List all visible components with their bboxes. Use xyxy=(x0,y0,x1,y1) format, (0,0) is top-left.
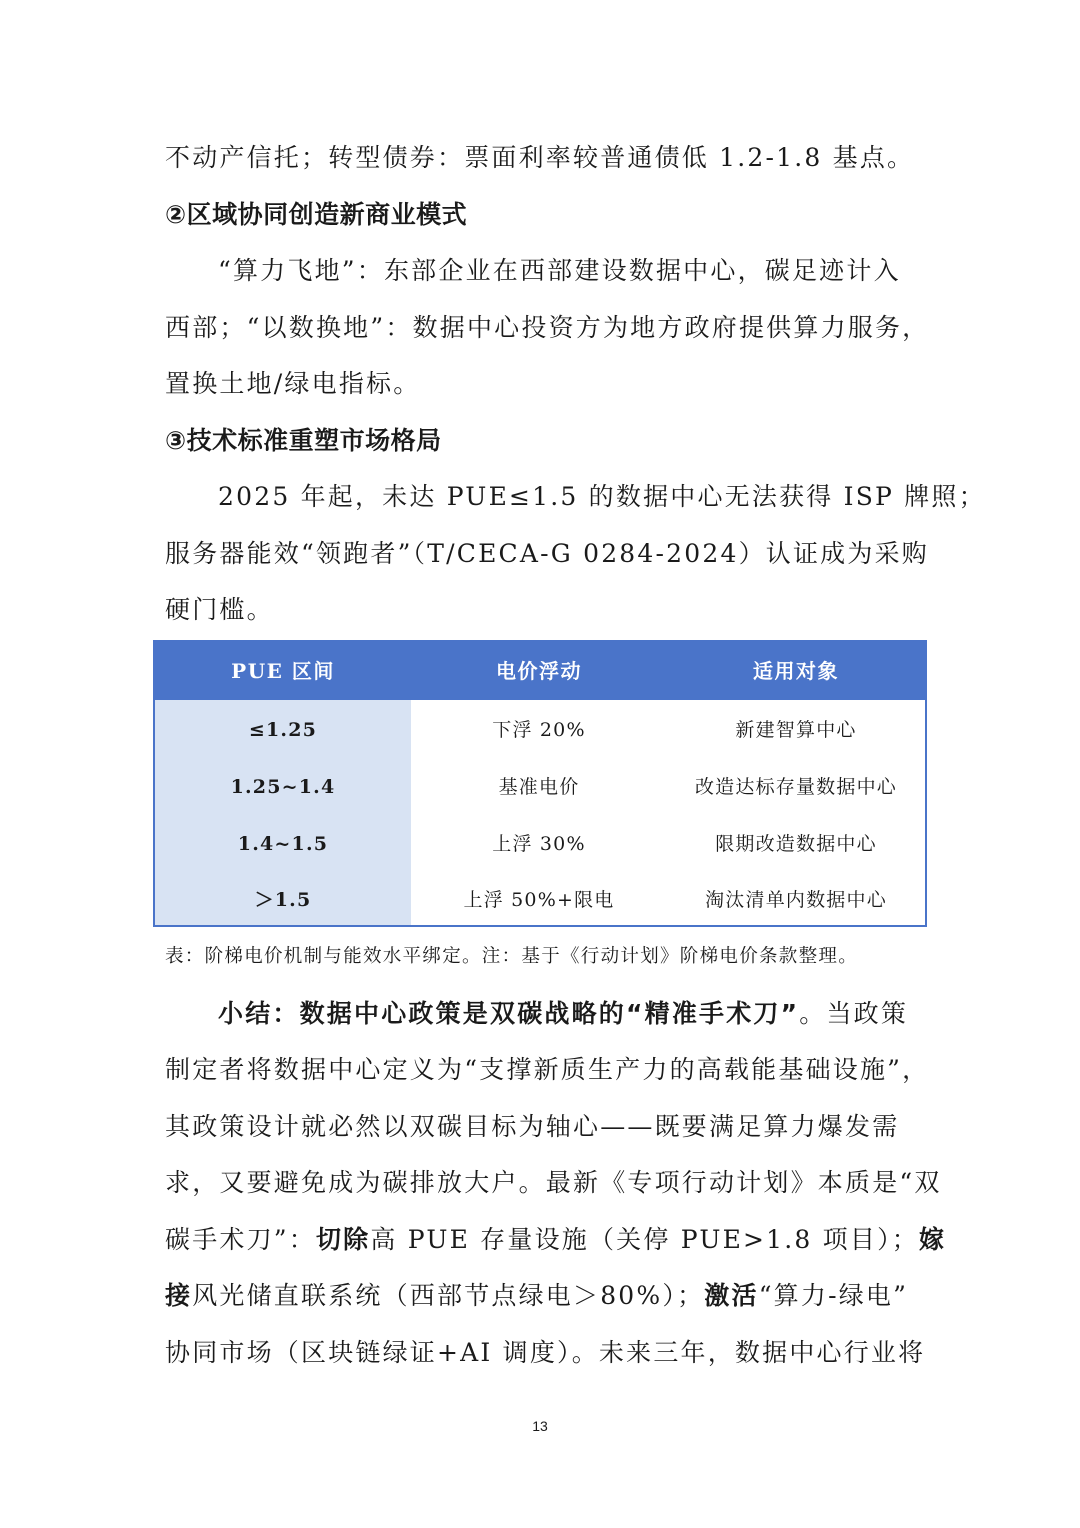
table-header-price-float: 电价浮动 xyxy=(496,659,582,683)
paragraph-line: 服务器能效“领跑者”（T/CECA-G 0284-2024）认证成为采购 xyxy=(165,539,929,568)
table-cell-price: 上浮 30% xyxy=(492,833,586,855)
keyword-activate: 激活 xyxy=(704,1281,759,1310)
table-cell-target: 改造达标存量数据中心 xyxy=(694,776,897,798)
page-number: 13 xyxy=(532,1418,548,1434)
keyword-graft-end: 接 xyxy=(165,1281,193,1310)
keyword-graft: 嫁 xyxy=(919,1225,947,1254)
keyword-cut: 切除 xyxy=(315,1225,371,1254)
table-cell-price: 上浮 50%+限电 xyxy=(463,889,615,911)
summary-line xyxy=(165,1223,946,1257)
table-cell-target: 淘汰清单内数据中心 xyxy=(705,889,887,911)
table-cell-target: 新建智算中心 xyxy=(735,719,857,741)
table-cell-pue: ＞1.5 xyxy=(254,889,312,911)
summary-lead-bold: 小结：数据中心政策是双碳战略的“精准手术刀” xyxy=(218,999,800,1028)
summary-text: 碳手术刀”： xyxy=(165,1225,316,1254)
summary-line xyxy=(218,997,908,1031)
table-cell-target: 限期改造数据中心 xyxy=(715,833,877,855)
table-caption: 表：阶梯电价机制与能效水平绑定。注：基于《行动计划》阶梯电价条款整理。 xyxy=(165,946,859,967)
summary-lead-rest: 。当政策 xyxy=(799,999,909,1028)
table-cell-pue: 1.4~1.5 xyxy=(237,833,329,855)
paragraph-line: 硬门槛。 xyxy=(165,595,274,624)
summary-text: “算力-绿电” xyxy=(758,1281,909,1310)
paragraph-line: 2025 年起，未达 PUE≤1.5 的数据中心无法获得 ISP 牌照； xyxy=(218,482,986,511)
paragraph-line: 西部；“以数换地”：数据中心投资方为地方政府提供算力服务， xyxy=(165,313,930,342)
table-header-pue-range: PUE 区间 xyxy=(231,659,335,683)
table-header-row xyxy=(155,642,925,700)
summary-line: 制定者将数据中心定义为“支撑新质生产力的高载能基础设施”， xyxy=(165,1055,930,1084)
paragraph-line: 置换土地/绿电指标。 xyxy=(165,369,421,398)
paragraph-line: “算力飞地”：东部企业在西部建设数据中心，碳足迹计入 xyxy=(218,256,901,285)
pue-pricing-table xyxy=(153,640,927,927)
paragraph-line: 不动产信托；转型债券：票面利率较普通债低 1.2-1.8 基点。 xyxy=(165,143,915,172)
summary-line: 协同市场（区块链绿证+AI 调度）。未来三年，数据中心行业将 xyxy=(165,1338,926,1367)
summary-text: 风光储直联系统（西部节点绿电＞80%）； xyxy=(192,1281,705,1310)
summary-line: 求，又要避免成为碳排放大户。最新《专项行动计划》本质是“双 xyxy=(165,1168,942,1197)
summary-line xyxy=(165,1279,908,1313)
summary-text: 高 PUE 存量设施（关停 PUE>1.8 项目）； xyxy=(370,1225,919,1254)
table-cell-price: 基准电价 xyxy=(498,776,580,798)
section-heading-tech-standards: ③技术标准重塑市场格局 xyxy=(165,426,442,455)
table-cell-pue: 1.25~1.4 xyxy=(230,776,336,798)
summary-line: 其政策设计就必然以双碳目标为轴心——既要满足算力爆发需 xyxy=(165,1112,900,1141)
table-cell-price: 下浮 20% xyxy=(492,719,586,741)
table-header-target: 适用对象 xyxy=(753,659,839,683)
section-heading-regional-synergy: ②区域协同创造新商业模式 xyxy=(165,200,468,229)
table-cell-pue: ≤1.25 xyxy=(248,719,318,741)
